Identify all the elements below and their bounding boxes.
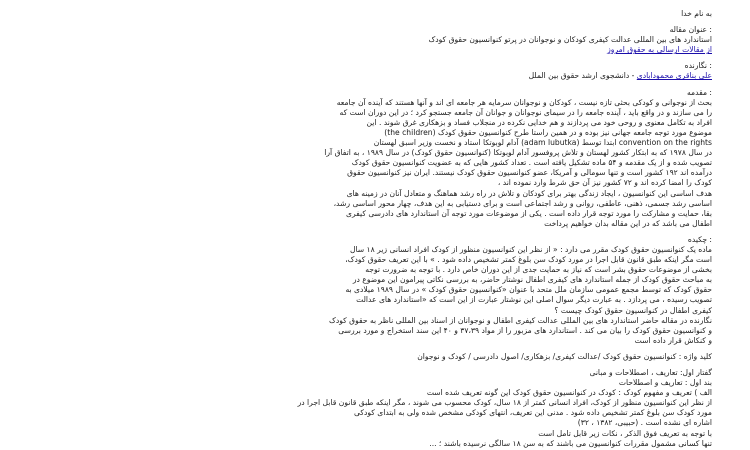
intro-line: درآمده اند ۱۹۲ کشور است و تنها سومالی و آمریکا، عضو کنوانسیون حقوق کودک نیستند. ایران نیز کنوانسیون حقوق [347,168,712,178]
keywords: کلید واژه : کنوانسیون حقوق کودک /عدالت کیفری/ بزهکاری/ اصول دادرسی / کودک و نوجوان [417,351,712,361]
chapter-line: اشاره ای نشده است . (حبیبی، ۱۳۸۲ ، ۳۲) [577,418,712,428]
abstract-line: بخشی از موضوعات حقوق بشر است که نیاز به حمایت جدی از این دوران خاص دارد . با توجه به ضرورت توجه [365,265,712,275]
intro-line: بقا، حمایت و مشارکت را مورد توجه قرار داده است . یکی از موضوعات مورد توجه آن استاندارد های دادرسی کیفری [346,208,712,218]
chapter-heading: گفتار اول: تعاریف ، اصطلاحات و مبانی [589,368,712,377]
intro-line: هدف اساسی این کنوانسیون ، ایجاد زندگی بهتر برای کودکان و تلاش در راه رشد هماهنگ و متعادل آنان در زمینه های [346,188,712,198]
source-link[interactable]: از مقالات ارسالی به حقوق امروز [607,45,712,55]
author-label: : نگارنده [684,61,712,71]
abstract-line: است مگر اینکه طبق قانون قابل اجرا در مورد کودک سن بلوغ کمتر تشخیص داده شود . » با این تعریف حقوق کودک، [345,255,712,265]
abstract-line: تصویب رسیده ، می پردازد . به عبارت دیگر سوال اصلی این نوشتار عبارت از این است که «استاندارد های عدالت [356,295,712,305]
intro-line: convention on the rights ابتدا توسط (adam lubutka) آدام لوبوتکا استاد و نخست وزیر اسبق لهستان [373,138,712,148]
author-line [38,71,712,81]
abstract-line: ماده یک کنوانسیون حقوق کودک مقرر می دارد : « از نظر این کنوانسیون منظور از کودک افراد انسانی زیر ۱۸ سال [349,244,712,254]
abstract-line: و کنوانسیون حقوق کودک را بیان می کند . استاندارد های مزبور را از مواد ۳۷،۳۹ و ۴۰ این سند استخراج و مورد بررسی [338,325,712,335]
abstract-line: کیفری اطفال در کنوانسیون حقوق کودک چیست ؟ [554,305,712,315]
intro-line: موضوع مورد توجه جامعه جهانی نیز بوده و در همین راستا طرح کنوانسیون حقوق کودک (the children) [384,127,712,137]
intro-line: اساسی رشد جسمی، ذهنی، عاطفی، روانی و رشد اجتماعی است و برای دستیابی به این هدف، چهار محور اساسی رشد، [333,198,712,208]
article-title: استاندارد های بین المللی عدالت کیفری کودکان و نوجوانان در پرتو کنوانسیون حقوق کودک [428,35,712,45]
chapter-line: تنها کسانی مشمول مقررات کنوانسیون می باشند که به سن ۱۸ سالگی نرسیده باشند ؛ ... [429,438,712,448]
intro-heading: : مقدمه [686,87,712,97]
intro-line: در سال ۱۹۷۸ که به ابتکار کشور لهستان و تلاش پروفسور آدام لوبوتکا (کنوانسیون حقوق کودک) در سال ۱۹۸۹ ، به اتفاق آرا [324,148,712,158]
intro-line: کودک را امضا کرده اند و ۷۲ کشور نیز آن حق شرط وارد نموده اند ، [497,178,712,188]
intro-line: را می سازند و در واقع باید ، آینده جامعه را در سیمای نوجوانان و جوانان آن جامعه جستجو کرد ؛ در این دوران است که [339,107,712,117]
abstract-heading: : چکیده [687,234,712,244]
intro-body [38,98,712,229]
chapter-line: با توجه به تعریف فوق الذکر ، نکات زیر قابل تامل است [538,428,712,438]
intro-line: افراد به تکامل معنوی و روحی خود می پردازند و هم خدایی نکرده در منجلاب فساد و بزهکاری غرق شوند . این [366,117,712,127]
intro-line: اطفال می باشد که در این مقاله بدان خواهیم پرداخت [544,218,712,228]
chapter-line: مورد کودک سن بلوغ کمتر تشخیص داده شود . مدنی این تعریف، انتهای کودکی مشخص شده ولی به ابتدای کودکی [354,408,712,418]
section-heading: بند اول : تعاریف و اصطلاحات [618,378,712,388]
author-name-link[interactable]: علی بناقری محمودابادی [636,71,712,81]
abstract-line: نگارنده در مقاله حاضر استاندارد های بین المللی عدالت کیفری اطفال و نوجوانان از اسناد بین المللی ناظر به حقوق کودک [329,315,712,325]
intro-line: بحث از نوجوانی و کودکی بحثی تازه نیست ، کودکان و نوجوانان سرمایه هر جامعه ای اند و آنها هستند که آینده آن جامعه [336,97,712,107]
abstract-line: و کنکاش قرار داده است [634,335,712,345]
chapter-body [38,398,712,448]
chapter-line: از نظر این کنوانسیون منظور از کودک، افراد انسانی کمتر از ۱۸ سال، کودک محسوب می شوند ، مگر اینکه طبق قانون قابل اجرا در [297,398,712,408]
abstract-line: حقوق کودک که توسط مجمع عمومی سازمان ملل متحد با عنوان «کنوانسیون حقوق کودک » در سال ۱۹۸۹ میلادی به [345,285,712,295]
basmala: به نام خدا [681,9,712,18]
author-role: - دانشجوی ارشد حقوق بین الملل [528,71,635,81]
abstract-line: به مباحث حقوق کودک از جمله استاندارد های کیفری اطفال نوشتار حاضر، به بررسی نکاتی پیرامون این موضوع در [352,275,712,285]
title-label: : عنوان مقاله [669,25,712,35]
subsection-heading: الف ) تعریف و مفهوم کودک : کودک در کنوانسیون حقوق کودک این گونه تعریف شده است [426,388,712,398]
abstract-body [38,245,712,346]
intro-line: تصویب شده و از یک مقدمه و ۵۴ ماده تشکیل یافته است . تعداد کشور هایی که به عضویت کنوانسیون حقوق کودک [351,158,712,168]
